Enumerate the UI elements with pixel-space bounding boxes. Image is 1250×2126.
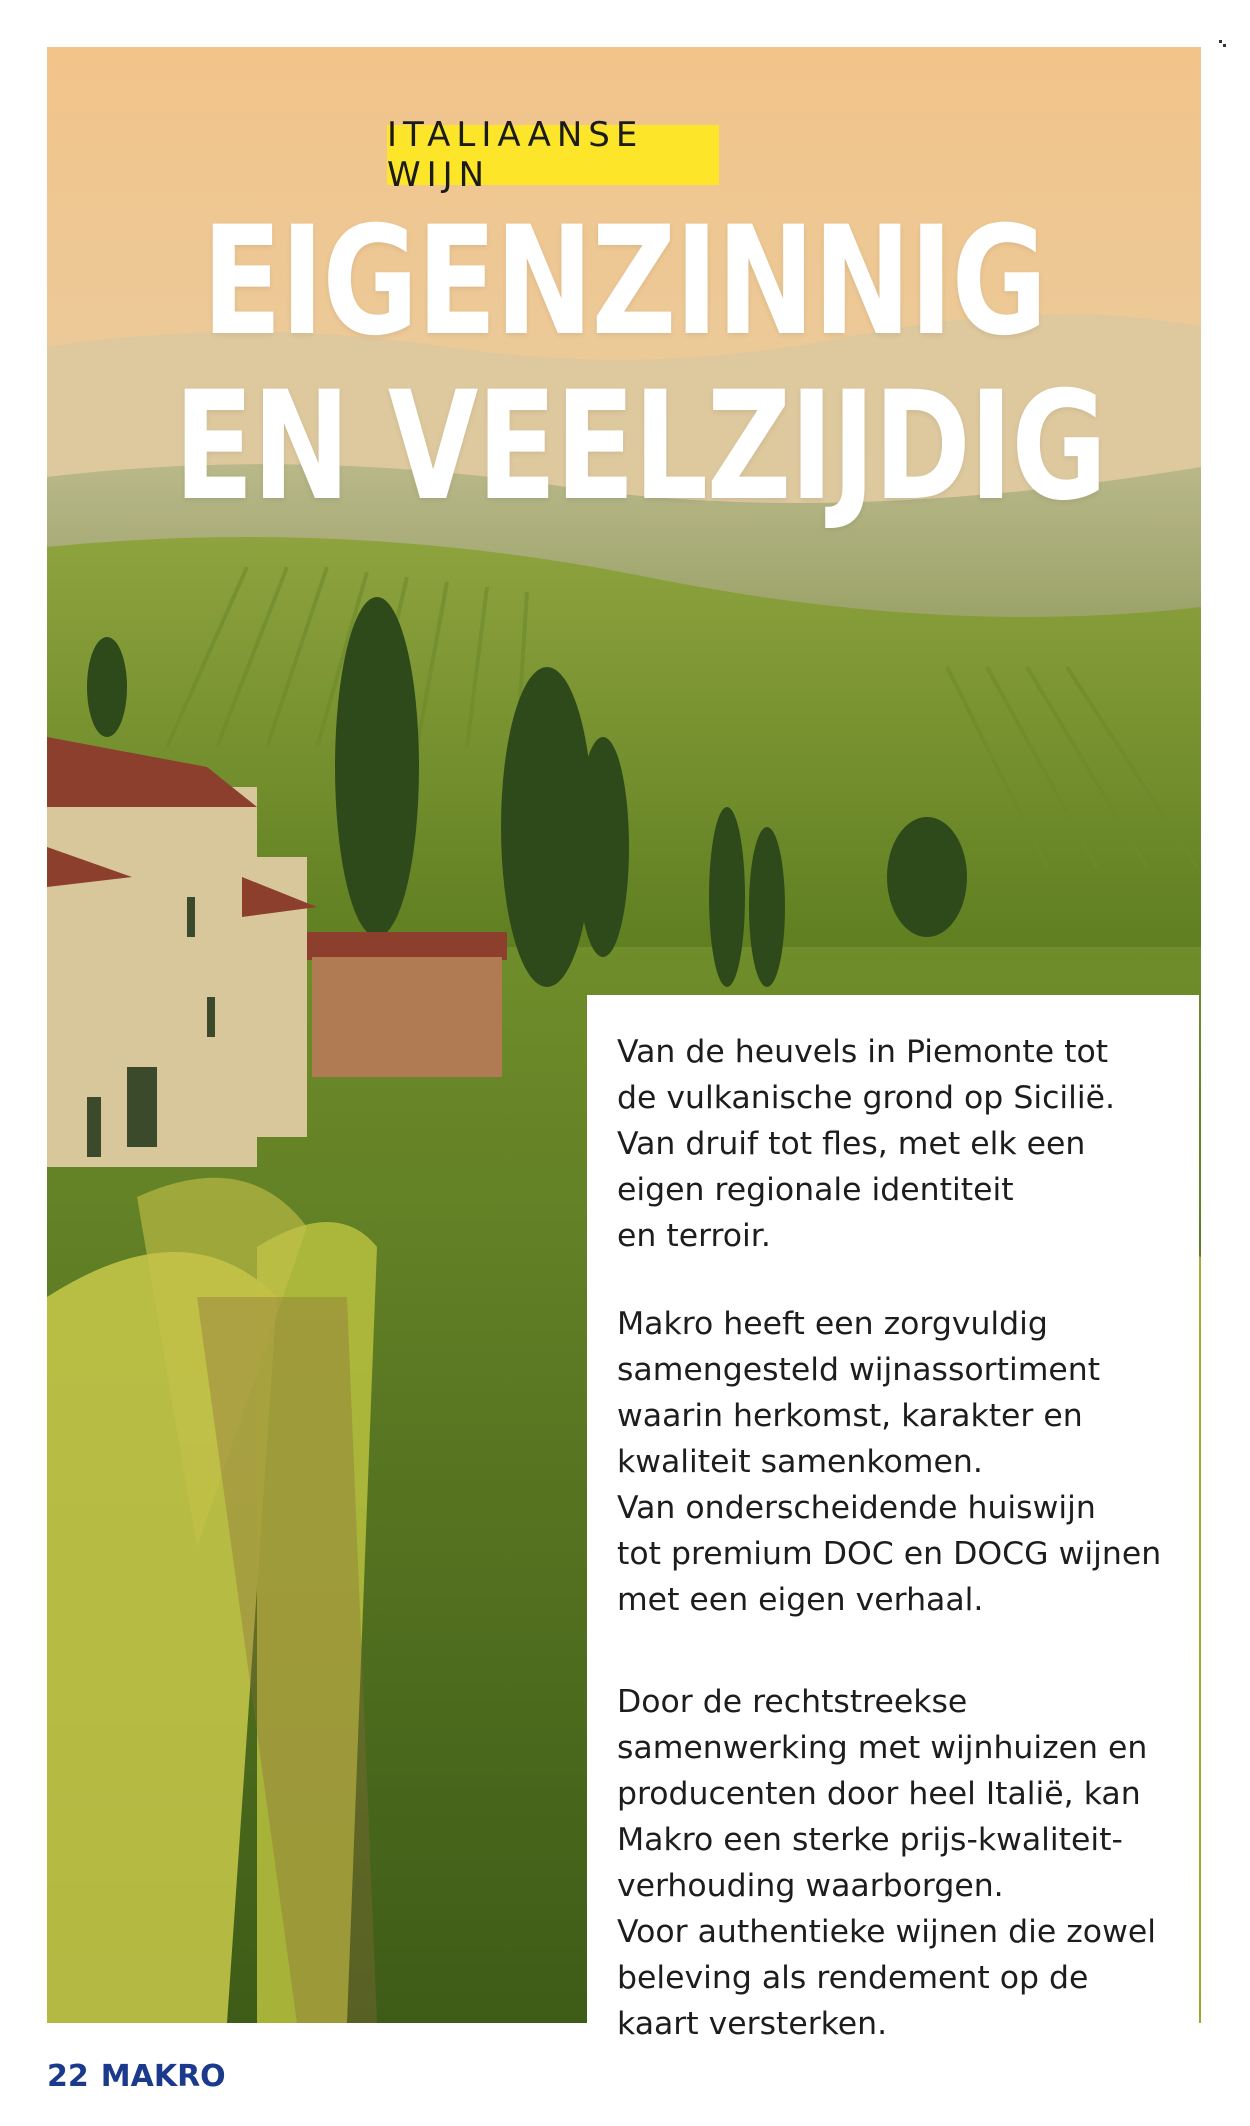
page-footer bbox=[47, 2056, 226, 2096]
corner-mark-icon bbox=[1219, 40, 1227, 48]
headline-line-2: EN VEELZIJDIG bbox=[173, 360, 1106, 534]
text-panel bbox=[587, 995, 1199, 2071]
brand-logo-text: MAKRO bbox=[100, 2058, 226, 2094]
paragraph-3: Door de rechtstreekse samenwerking met wijnhuizen en producenten door heel Italië, kan Makro een sterke prijs-kwaliteit- verhouding waarborgen. Voor authentieke wijnen die zowel beleving als rendement op de kaart versterken. bbox=[617, 1684, 1156, 2042]
paragraph-1: Van de heuvels in Piemonte tot de vulkanische grond op Sicilië. Van druif tot fles, met elk een eigen regionale identiteit en terroir. bbox=[617, 1034, 1116, 1254]
section-tag: ITALIAANSE WIJN bbox=[387, 125, 719, 185]
page-number: 22 bbox=[47, 2058, 89, 2094]
hero-image bbox=[47, 47, 1201, 2042]
paragraph-2: Makro heeft een zorgvuldig samengesteld wijnassortiment waarin herkomst, karakter en kwaliteit samenkomen. Van onderscheidende huiswijn tot premium DOC en DOCG wijnen met een eigen verhaal. bbox=[617, 1306, 1162, 1618]
headline-line-1: EIGENZINNIG bbox=[202, 195, 1046, 369]
